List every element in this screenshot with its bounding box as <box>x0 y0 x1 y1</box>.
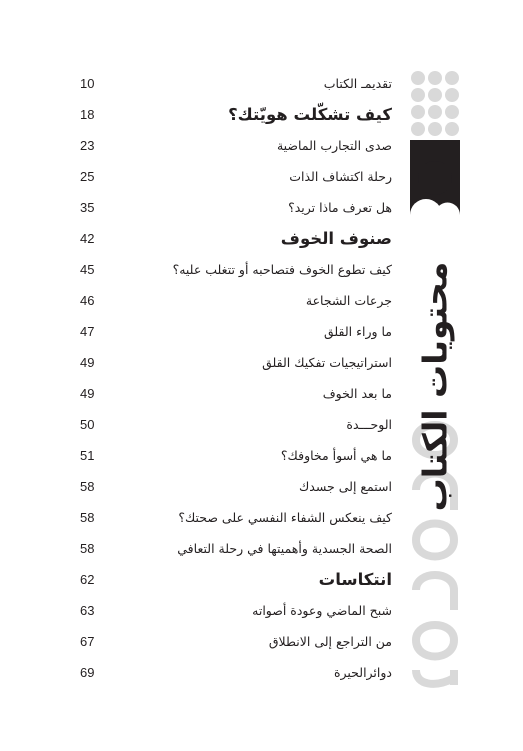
toc-entry[interactable] <box>80 442 392 468</box>
toc-page-number: 10 <box>80 75 95 91</box>
toc-entry-title: الصحة الجسدية وأهميتها في رحلة التعافي <box>177 540 392 556</box>
toc-entry-title: هل تعرف ماذا تريد؟ <box>288 199 392 215</box>
toc-entry[interactable] <box>80 504 392 530</box>
toc-entry[interactable] <box>80 163 392 189</box>
toc-page-number: 58 <box>80 478 95 494</box>
toc-entry-title: ما هي أسوأ مخاوفك؟ <box>280 447 392 463</box>
toc-entry[interactable] <box>80 535 392 561</box>
toc-page-number: 50 <box>80 416 95 432</box>
decorative-sidebar <box>410 70 460 690</box>
toc-section-heading[interactable] <box>80 101 392 127</box>
toc-page-number: 69 <box>80 664 95 680</box>
toc-entry-title: كيف تطوع الخوف فتصاحبه أو تتغلب عليه؟ <box>172 261 392 277</box>
toc-entry-title: ما بعد الخوف <box>322 385 392 401</box>
toc-entry[interactable] <box>80 70 392 96</box>
toc-entry[interactable] <box>80 287 392 313</box>
toc-entry-title: كيف ينعكس الشفاء النفسي على صحتك؟ <box>178 509 392 525</box>
toc-entry[interactable] <box>80 380 392 406</box>
toc-page-number: 67 <box>80 633 95 649</box>
toc-page-number: 63 <box>80 602 95 618</box>
toc-page-number: 42 <box>80 230 95 246</box>
toc-page-number: 51 <box>80 447 95 463</box>
toc-entry-title: جرعات الشجاعة <box>305 292 392 308</box>
toc-entry[interactable] <box>80 628 392 654</box>
toc-section-heading[interactable] <box>80 225 392 251</box>
toc-entry-title: تقديمـ الكتاب <box>323 75 392 91</box>
toc-page-number: 45 <box>80 261 95 277</box>
toc-entry[interactable] <box>80 349 392 375</box>
toc-page-number: 49 <box>80 385 95 401</box>
toc-page-number: 35 <box>80 199 95 215</box>
toc-entry-title: الوحـــدة <box>346 416 392 432</box>
toc-page-number: 47 <box>80 323 95 339</box>
toc-page-number: 58 <box>80 509 95 525</box>
toc-entry[interactable] <box>80 659 392 685</box>
toc-page-number: 25 <box>80 168 95 184</box>
toc-entry-title: انتكاسات <box>318 569 392 589</box>
dot-grid-icon <box>411 71 459 136</box>
toc-entry[interactable] <box>80 597 392 623</box>
toc-entry-title: استراتيجيات تفكيك القلق <box>262 354 392 370</box>
contents-title-vertical <box>410 261 460 511</box>
toc-entry[interactable] <box>80 473 392 499</box>
toc-page-number: 62 <box>80 571 95 587</box>
toc-entry[interactable] <box>80 318 392 344</box>
black-wave-block-icon <box>410 140 460 215</box>
toc-page-number: 46 <box>80 292 95 308</box>
toc-entry-title: دوائرالحيرة <box>333 664 392 680</box>
toc-page-number: 18 <box>80 106 95 122</box>
toc-entry[interactable] <box>80 256 392 282</box>
toc-section-heading[interactable] <box>80 566 392 592</box>
toc-entry-title: استمع إلى جسدك <box>299 478 392 494</box>
toc-page-number: 58 <box>80 540 95 556</box>
toc-page-number: 49 <box>80 354 95 370</box>
toc-entry-title: صنوف الخوف <box>280 228 392 248</box>
toc-entry-title: شبح الماضي وعودة أصواته <box>252 602 392 618</box>
toc-entry[interactable] <box>80 132 392 158</box>
toc-entry[interactable] <box>80 411 392 437</box>
toc-entry-title: من التراجع إلى الانطلاق <box>268 633 392 649</box>
contents-title: محتويات الكتاب <box>415 261 455 511</box>
toc-entry-title: صدى التجارب الماضية <box>276 137 392 153</box>
toc-entry-title: ما وراء القلق <box>323 323 392 339</box>
toc-entry[interactable] <box>80 194 392 220</box>
toc-entry-title: رحلة اكتشاف الذات <box>289 168 392 184</box>
toc-page-number: 23 <box>80 137 95 153</box>
toc-entry-title: كيف تشكّلت هويّتك؟ <box>228 104 392 124</box>
